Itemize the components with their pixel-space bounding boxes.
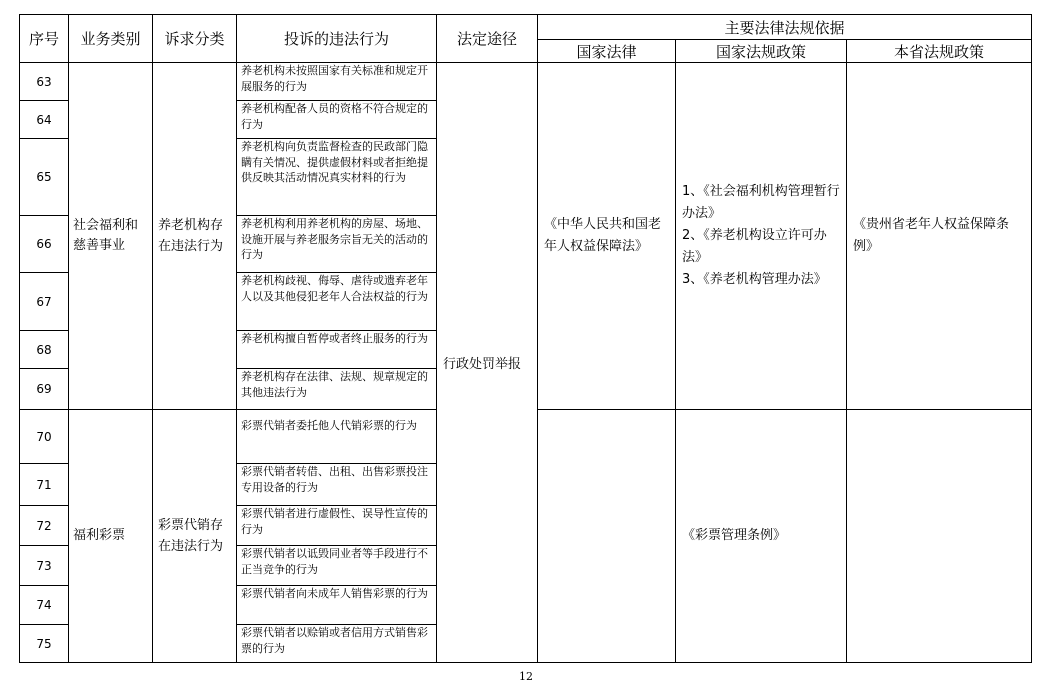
row-seq: 71 xyxy=(20,464,69,506)
behavior-cell: 养老机构存在法律、法规、规章规定的其他违法行为 xyxy=(237,369,437,410)
national-reg-lottery: 《彩票管理条例》 xyxy=(676,410,847,663)
behavior-cell: 养老机构未按照国家有关标准和规定开展服务的行为 xyxy=(237,63,437,101)
header-basis: 主要法律法规依据 xyxy=(538,15,1032,40)
behavior-cell: 养老机构擅自暂停或者终止服务的行为 xyxy=(237,331,437,369)
row-seq: 64 xyxy=(20,101,69,139)
row-seq: 68 xyxy=(20,331,69,369)
request-category-lottery: 彩票代销存在违法行为 xyxy=(153,410,237,663)
reg-item: 2、《养老机构设立许可办法》 xyxy=(682,228,827,265)
row-seq: 74 xyxy=(20,586,69,625)
header-seq: 序号 xyxy=(20,15,69,63)
behavior-cell: 养老机构利用养老机构的房屋、场地、设施开展与养老服务宗旨无关的活动的行为 xyxy=(237,216,437,273)
table-row xyxy=(20,63,1032,101)
header-business: 业务类别 xyxy=(69,15,153,63)
behavior-cell: 彩票代销者以赊销或者信用方式销售彩票的行为 xyxy=(237,625,437,663)
header-national-law: 国家法律 xyxy=(538,40,676,63)
behavior-cell: 养老机构歧视、侮辱、虐待或遗弃老年人以及其他侵犯老年人合法权益的行为 xyxy=(237,273,437,331)
row-seq: 65 xyxy=(20,139,69,216)
legal-way: 行政处罚举报 xyxy=(437,63,538,663)
row-seq: 67 xyxy=(20,273,69,331)
reg-item: 3、《养老机构管理办法》 xyxy=(682,272,827,287)
header-national-reg: 国家法规政策 xyxy=(676,40,847,63)
business-category-lottery: 福利彩票 xyxy=(69,410,153,663)
behavior-cell: 彩票代销者委托他人代销彩票的行为 xyxy=(237,410,437,464)
header-behavior: 投诉的违法行为 xyxy=(237,15,437,63)
row-seq: 63 xyxy=(20,63,69,101)
row-seq: 69 xyxy=(20,369,69,410)
regulation-table xyxy=(19,14,1032,663)
request-category-elderly: 养老机构存在违法行为 xyxy=(153,63,237,410)
behavior-cell: 彩票代销者以诋毁同业者等手段进行不正当竞争的行为 xyxy=(237,546,437,586)
behavior-cell: 彩票代销者进行虚假性、误导性宣传的行为 xyxy=(237,506,437,546)
row-seq: 72 xyxy=(20,506,69,546)
provincial-reg-lottery xyxy=(847,410,1032,663)
business-category-welfare: 社会福利和慈善事业 xyxy=(69,63,153,410)
behavior-cell: 彩票代销者转借、出租、出售彩票投注专用设备的行为 xyxy=(237,464,437,506)
behavior-cell: 养老机构向负责监督检查的民政部门隐瞒有关情况、提供虚假材料或者拒绝提供反映其活动情况真实材料的行为 xyxy=(237,139,437,216)
reg-item: 1、《社会福利机构管理暂行办法》 xyxy=(682,184,840,221)
page-number: 12 xyxy=(519,670,533,683)
provincial-reg-elderly: 《贵州省老年人权益保障条例》 xyxy=(847,63,1032,410)
header-way: 法定途径 xyxy=(437,15,538,63)
behavior-cell: 养老机构配备人员的资格不符合规定的行为 xyxy=(237,101,437,139)
row-seq: 70 xyxy=(20,410,69,464)
row-seq: 66 xyxy=(20,216,69,273)
national-reg-elderly xyxy=(676,63,847,410)
header-provincial: 本省法规政策 xyxy=(847,40,1032,63)
row-seq: 75 xyxy=(20,625,69,663)
national-law-lottery xyxy=(538,410,676,663)
behavior-cell: 彩票代销者向未成年人销售彩票的行为 xyxy=(237,586,437,625)
national-law-elderly: 《中华人民共和国老年人权益保障法》 xyxy=(538,63,676,410)
row-seq: 73 xyxy=(20,546,69,586)
header-request: 诉求分类 xyxy=(153,15,237,63)
